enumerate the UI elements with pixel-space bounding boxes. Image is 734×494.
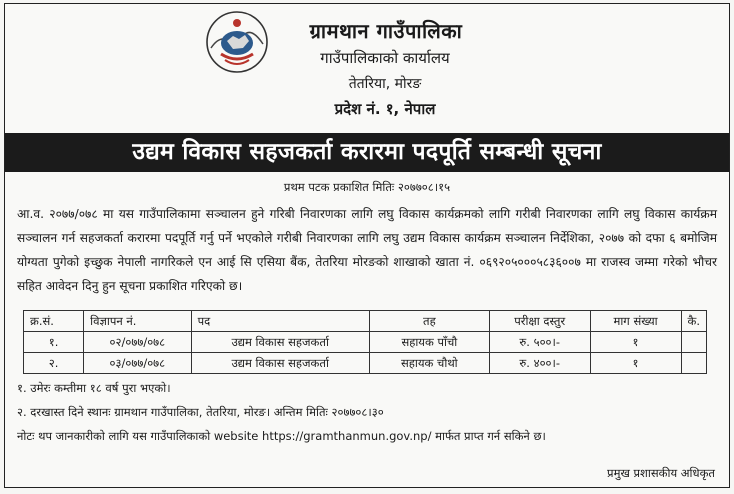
note-website: नोटः थप जानकारीको लागि यस गाउँपालिकाको website https://gramthanmun.gov.np/ मार्फत प्राप्त गर्न सकिने छ। [17, 429, 546, 443]
column-header: कै. [681, 311, 707, 332]
table-cell: सहायक चौथो [369, 353, 489, 374]
table-cell: २. [24, 353, 84, 374]
column-header: विज्ञापन नं. [84, 311, 192, 332]
notice-body: आ.व. २०७७/०७८ मा यस गाउँपालिकामा सञ्चालन हुने गरिबी निवारणका लागि लघु विकास कार्यक्रमको लागि गरीबी निवारणका लागि लघु विकास कार्यक्रम सञ्चालन गर्न सहजकर्ता करारमा पदपूर्ति गर्नु पर्ने भएकोले गरीबी निवारणका लागि लघु उद्यम विकास कार्यक्रम सञ्चालन निर्देशिका, २०७७ को दफा ६ बमोजिम योग्यता पुगेको इच्छुक नेपाली नागरिकले एन आई सि एसिया बैंक, तेतरिया मोरङको शाखाको खाता नं. ०६९२०५०००५८३६००७ मा राजस्व जम्मा गरेको भौचर सहित आवेदन दिनु हुन सूचना प्रकाशित गरिएको छ। [17, 207, 717, 293]
published-date: प्रथम पटक प्रकाशित मितिः २०७७०८।१५ [283, 180, 451, 194]
column-header: पद [191, 311, 369, 332]
office-name: गाउँपालिकाको कार्यालय [320, 49, 450, 67]
table-cell: रु. ५००।- [489, 332, 590, 353]
table-cell [681, 353, 707, 374]
organization-name: ग्रामथान गाउँपालिका [309, 19, 463, 43]
table-row [24, 353, 707, 374]
table-cell: रु. ४००।- [489, 353, 590, 374]
notice-page [4, 3, 730, 488]
column-header: तह [369, 311, 489, 332]
office-location: तेतरिया, मोरङ [348, 76, 422, 92]
table-cell: १ [590, 332, 681, 353]
table-header-row [24, 311, 707, 332]
table-cell [681, 332, 707, 353]
province-line: प्रदेश नं. १, नेपाल [334, 100, 436, 118]
note-age: १. उमेरः कम्तीमा १८ वर्ष पुरा भएको। [17, 381, 171, 395]
vacancy-table [23, 310, 707, 374]
table-cell: उद्यम विकास सहजकर्ता [191, 353, 369, 374]
table-cell: ०२/०७७/०७८ [84, 332, 192, 353]
table-cell: १ [590, 353, 681, 374]
column-header: माग संख्या [590, 311, 681, 332]
notice-title: उद्यम विकास सहजकर्ता करारमा पदपूर्ति सम्बन्धी सूचना [5, 133, 729, 172]
table-cell: उद्यम विकास सहजकर्ता [191, 332, 369, 353]
table-cell: ०३/०७७/०७८ [84, 353, 192, 374]
letterhead [5, 4, 729, 126]
column-header: क्र.सं. [24, 311, 84, 332]
signatory-title: प्रमुख प्रशासकीय अधिकृत [607, 466, 715, 480]
table-row [24, 332, 707, 353]
table-cell: सहायक पाँचौ [369, 332, 489, 353]
table-cell: १. [24, 332, 84, 353]
notes-list [17, 376, 717, 448]
note-application-place: २. दरखास्त दिने स्थानः ग्रामथान गाउँपालिका, तेतरिया, मोरङ। अन्तिम मितिः २०७७०८।३० [17, 405, 384, 419]
column-header: परीक्षा दस्तुर [489, 311, 590, 332]
